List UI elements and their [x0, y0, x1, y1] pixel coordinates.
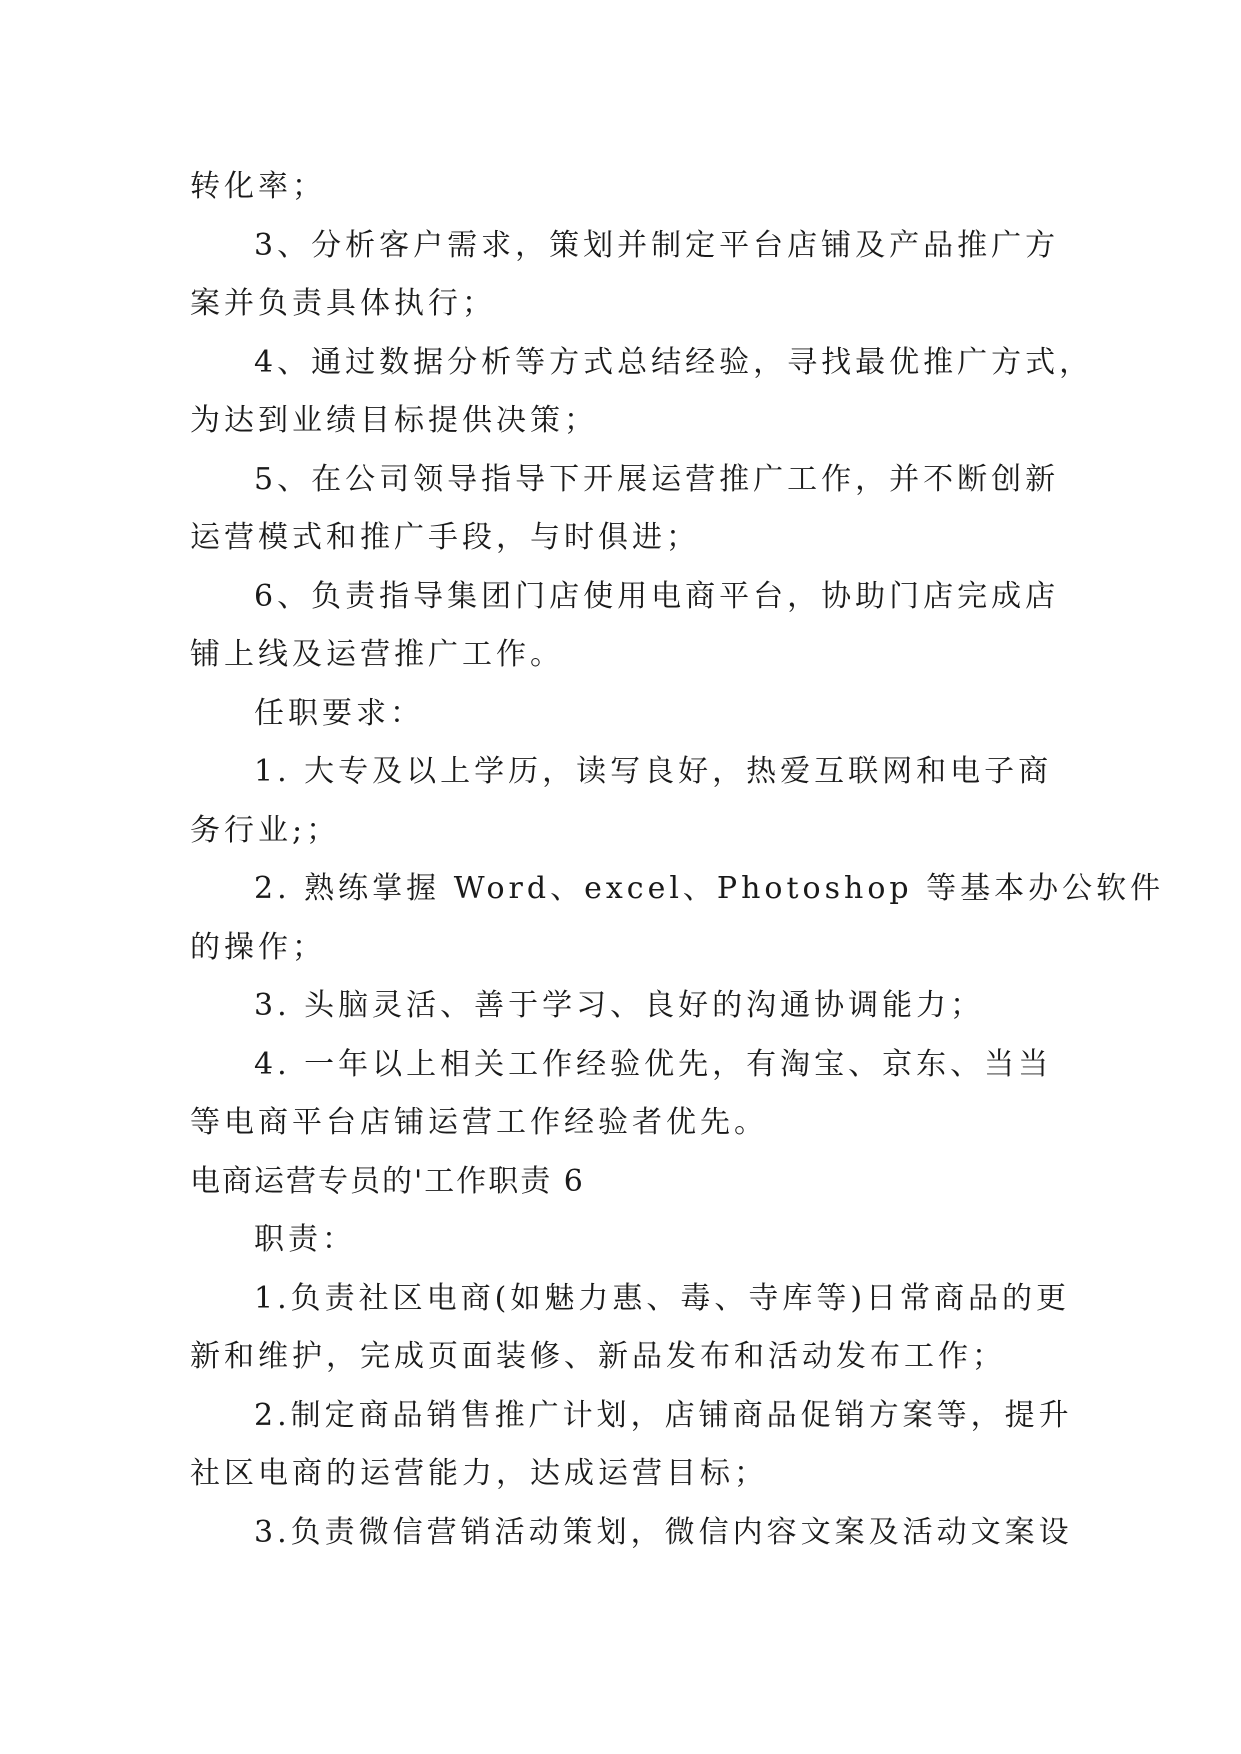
text-line: 6、负责指导集团门店使用电商平台，协助门店完成店	[254, 578, 1060, 614]
text-line: 1.负责社区电商(如魅力惠、毒、寺库等)日常商品的更	[254, 1280, 1071, 1316]
text-line: 案并负责具体执行；	[190, 286, 496, 321]
text-line: 5、在公司领导指导下开展运营推广工作，并不断创新	[254, 461, 1060, 497]
section-label: 任职要求：	[254, 695, 424, 731]
text-line: 务行业;；	[190, 812, 341, 848]
text-line: 的操作；	[190, 929, 326, 965]
text-line: 铺上线及运营推广工作。	[190, 637, 564, 672]
text-line: 2. 熟练掌握 Word、excel、Photoshop 等基本办公软件	[254, 871, 1165, 906]
text-line: 社区电商的运营能力，达成运营目标；	[190, 1456, 768, 1491]
text-line: 3、分析客户需求，策划并制定平台店铺及产品推广方	[254, 227, 1060, 263]
section-label: 职责：	[254, 1222, 356, 1257]
text-line: 4、通过数据分析等方式总结经验，寻找最优推广方式，	[254, 344, 1094, 380]
text-line: 新和维护，完成页面装修、新品发布和活动发布工作；	[190, 1339, 1006, 1374]
section-heading: 电商运营专员的'工作职责 6	[190, 1163, 585, 1199]
text-line: 等电商平台店铺运营工作经验者优先。	[190, 1105, 768, 1140]
document-body	[190, 158, 1165, 1562]
text-line: 运营模式和推广手段，与时俱进；	[190, 520, 700, 555]
text-line: 2.制定商品销售推广计划，店铺商品促销方案等，提升	[254, 1397, 1073, 1433]
text-line: 3. 头脑灵活、善于学习、良好的沟通协调能力；	[254, 988, 985, 1023]
text-line: 为达到业绩目标提供决策；	[190, 403, 598, 438]
text-line: 3.负责微信营销活动策划，微信内容文案及活动文案设	[254, 1514, 1073, 1550]
text-line: 转化率；	[190, 169, 326, 204]
text-line: 1. 大专及以上学历，读写良好，热爱互联网和电子商	[254, 754, 1053, 789]
text-line: 4. 一年以上相关工作经验优先，有淘宝、京东、当当	[254, 1046, 1053, 1082]
